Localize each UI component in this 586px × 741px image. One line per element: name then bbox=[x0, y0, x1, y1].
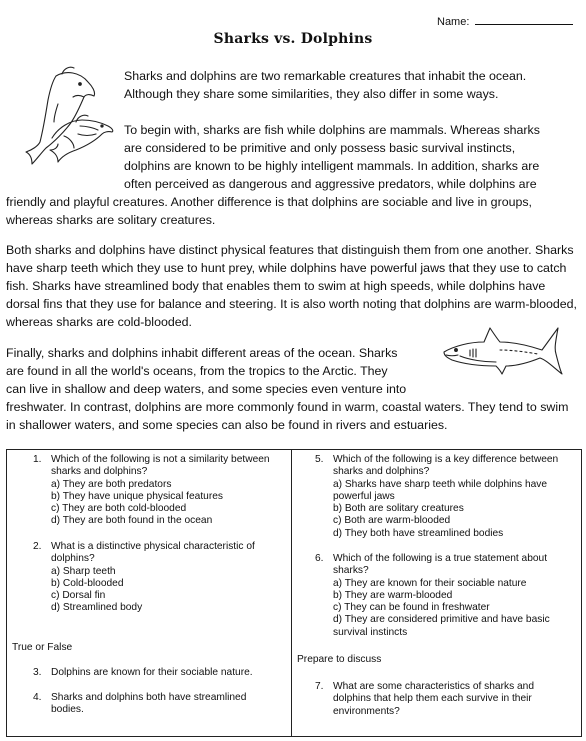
question-number: 3. bbox=[33, 667, 42, 678]
option[interactable]: d) They both have streamlined bodies bbox=[333, 527, 504, 539]
paragraph-line: friendly and playful creatures. Another difference is that dolphins are sociable and live in groups, whereas sharks are solitary creatures. bbox=[6, 195, 533, 227]
question-text: Dolphins are known for their sociable nature. bbox=[51, 667, 253, 678]
question-number: 5. bbox=[315, 454, 324, 465]
column-divider bbox=[291, 450, 292, 736]
question-number: 1. bbox=[33, 454, 42, 465]
paragraph-line: To begin with, sharks are fish while dolphins are mammals. Whereas sharks bbox=[124, 123, 540, 137]
paragraph-physical-features: Both sharks and dolphins have distinct physical features that distinguish them from one another. Sharks have sharp teeth which they use to hunt prey, while dolphins have powerful jaws that they use to catch fish. Sharks have streamlined body that enables them to swim at high speeds, while dolphins have dorsal fins that they use for balance and steering. It is also worth noting that dolphins are warm-blooded, whereas sharks are cold-blooded. bbox=[6, 243, 577, 329]
question-1 bbox=[33, 454, 285, 528]
question-3 bbox=[33, 667, 285, 679]
question-7 bbox=[315, 681, 573, 718]
option[interactable]: c) Both are warm-blooded bbox=[333, 515, 451, 527]
option[interactable]: b) They are warm-blooded bbox=[333, 589, 453, 601]
paragraph-line: dolphins are known to be highly intelligent mammals. In addition, sharks are bbox=[124, 159, 540, 173]
question-5 bbox=[315, 454, 573, 540]
question-number: 7. bbox=[315, 681, 324, 692]
name-blank[interactable] bbox=[475, 14, 573, 25]
page-title: Sharks vs. Dolphins bbox=[213, 31, 373, 47]
option[interactable]: c) Dorsal fin bbox=[51, 590, 106, 602]
option[interactable]: d) They are considered primitive and have basic survival instincts bbox=[333, 614, 550, 638]
option[interactable]: d) Streamlined body bbox=[51, 602, 143, 614]
questions-box bbox=[6, 449, 582, 737]
option[interactable]: a) Sharp teeth bbox=[51, 565, 116, 577]
question-text: What are some characteristics of sharks and dolphins that help them each survive in their environments? bbox=[333, 681, 534, 717]
question-text: Which of the following is not a similarity between sharks and dolphins? bbox=[51, 454, 270, 478]
option[interactable]: b) They have unique physical features bbox=[51, 490, 223, 502]
question-number: 6. bbox=[315, 553, 324, 564]
true-false-label: True or False bbox=[12, 642, 73, 653]
question-4 bbox=[33, 692, 253, 717]
name-field[interactable] bbox=[437, 14, 573, 28]
name-label: Name: bbox=[437, 16, 470, 28]
option[interactable]: b) Cold-blooded bbox=[51, 577, 124, 589]
paragraph-intro: Sharks and dolphins are two remarkable creatures that inhabit the ocean. Although they share some similarities, they also differ in some ways. bbox=[124, 69, 527, 101]
question-text: Which of the following is a true statement about sharks? bbox=[333, 553, 548, 577]
paragraph-differences bbox=[6, 121, 578, 229]
question-number: 4. bbox=[33, 692, 42, 703]
paragraph-line: freshwater. In contrast, dolphins are more commonly found in warm, coastal waters. They tend to swim in shallower waters, and some species can also be found in rivers and estuaries. bbox=[6, 400, 569, 432]
option[interactable]: b) Both are solitary creatures bbox=[333, 503, 464, 515]
option[interactable]: a) They are both predators bbox=[51, 478, 172, 490]
option[interactable]: c) They can be found in freshwater bbox=[333, 602, 490, 614]
question-text: Sharks and dolphins both have streamlined bodies. bbox=[51, 692, 247, 716]
question-2 bbox=[33, 541, 285, 615]
question-number: 2. bbox=[33, 541, 42, 552]
question-text: Which of the following is a key difference between sharks and dolphins? bbox=[333, 454, 559, 478]
paragraph-line: are considered to be primitive and only possess basic survival instincts, bbox=[124, 141, 516, 155]
paragraph-line: are found in all the world's oceans, from the tropics to the Arctic. They bbox=[6, 364, 388, 378]
option[interactable]: a) They are known for their sociable nature bbox=[333, 577, 527, 589]
option[interactable]: c) They are both cold-blooded bbox=[51, 503, 187, 515]
paragraph-line: Finally, sharks and dolphins inhabit different areas of the ocean. Sharks bbox=[6, 346, 398, 360]
option[interactable]: a) Sharks have sharp teeth while dolphins have powerful jaws bbox=[333, 478, 548, 502]
question-6 bbox=[315, 553, 573, 639]
option[interactable]: d) They are both found in the ocean bbox=[51, 515, 213, 527]
paragraph-line: can live in shallow and deep waters, and some species even venture into bbox=[6, 382, 407, 396]
question-text: What is a distinctive physical characteristic of dolphins? bbox=[51, 541, 255, 565]
prepare-to-discuss-label: Prepare to discuss bbox=[297, 654, 382, 665]
paragraph-habitat bbox=[6, 344, 578, 434]
paragraph-line: often perceived as dangerous and aggressive predators, while dolphins are bbox=[124, 177, 537, 191]
